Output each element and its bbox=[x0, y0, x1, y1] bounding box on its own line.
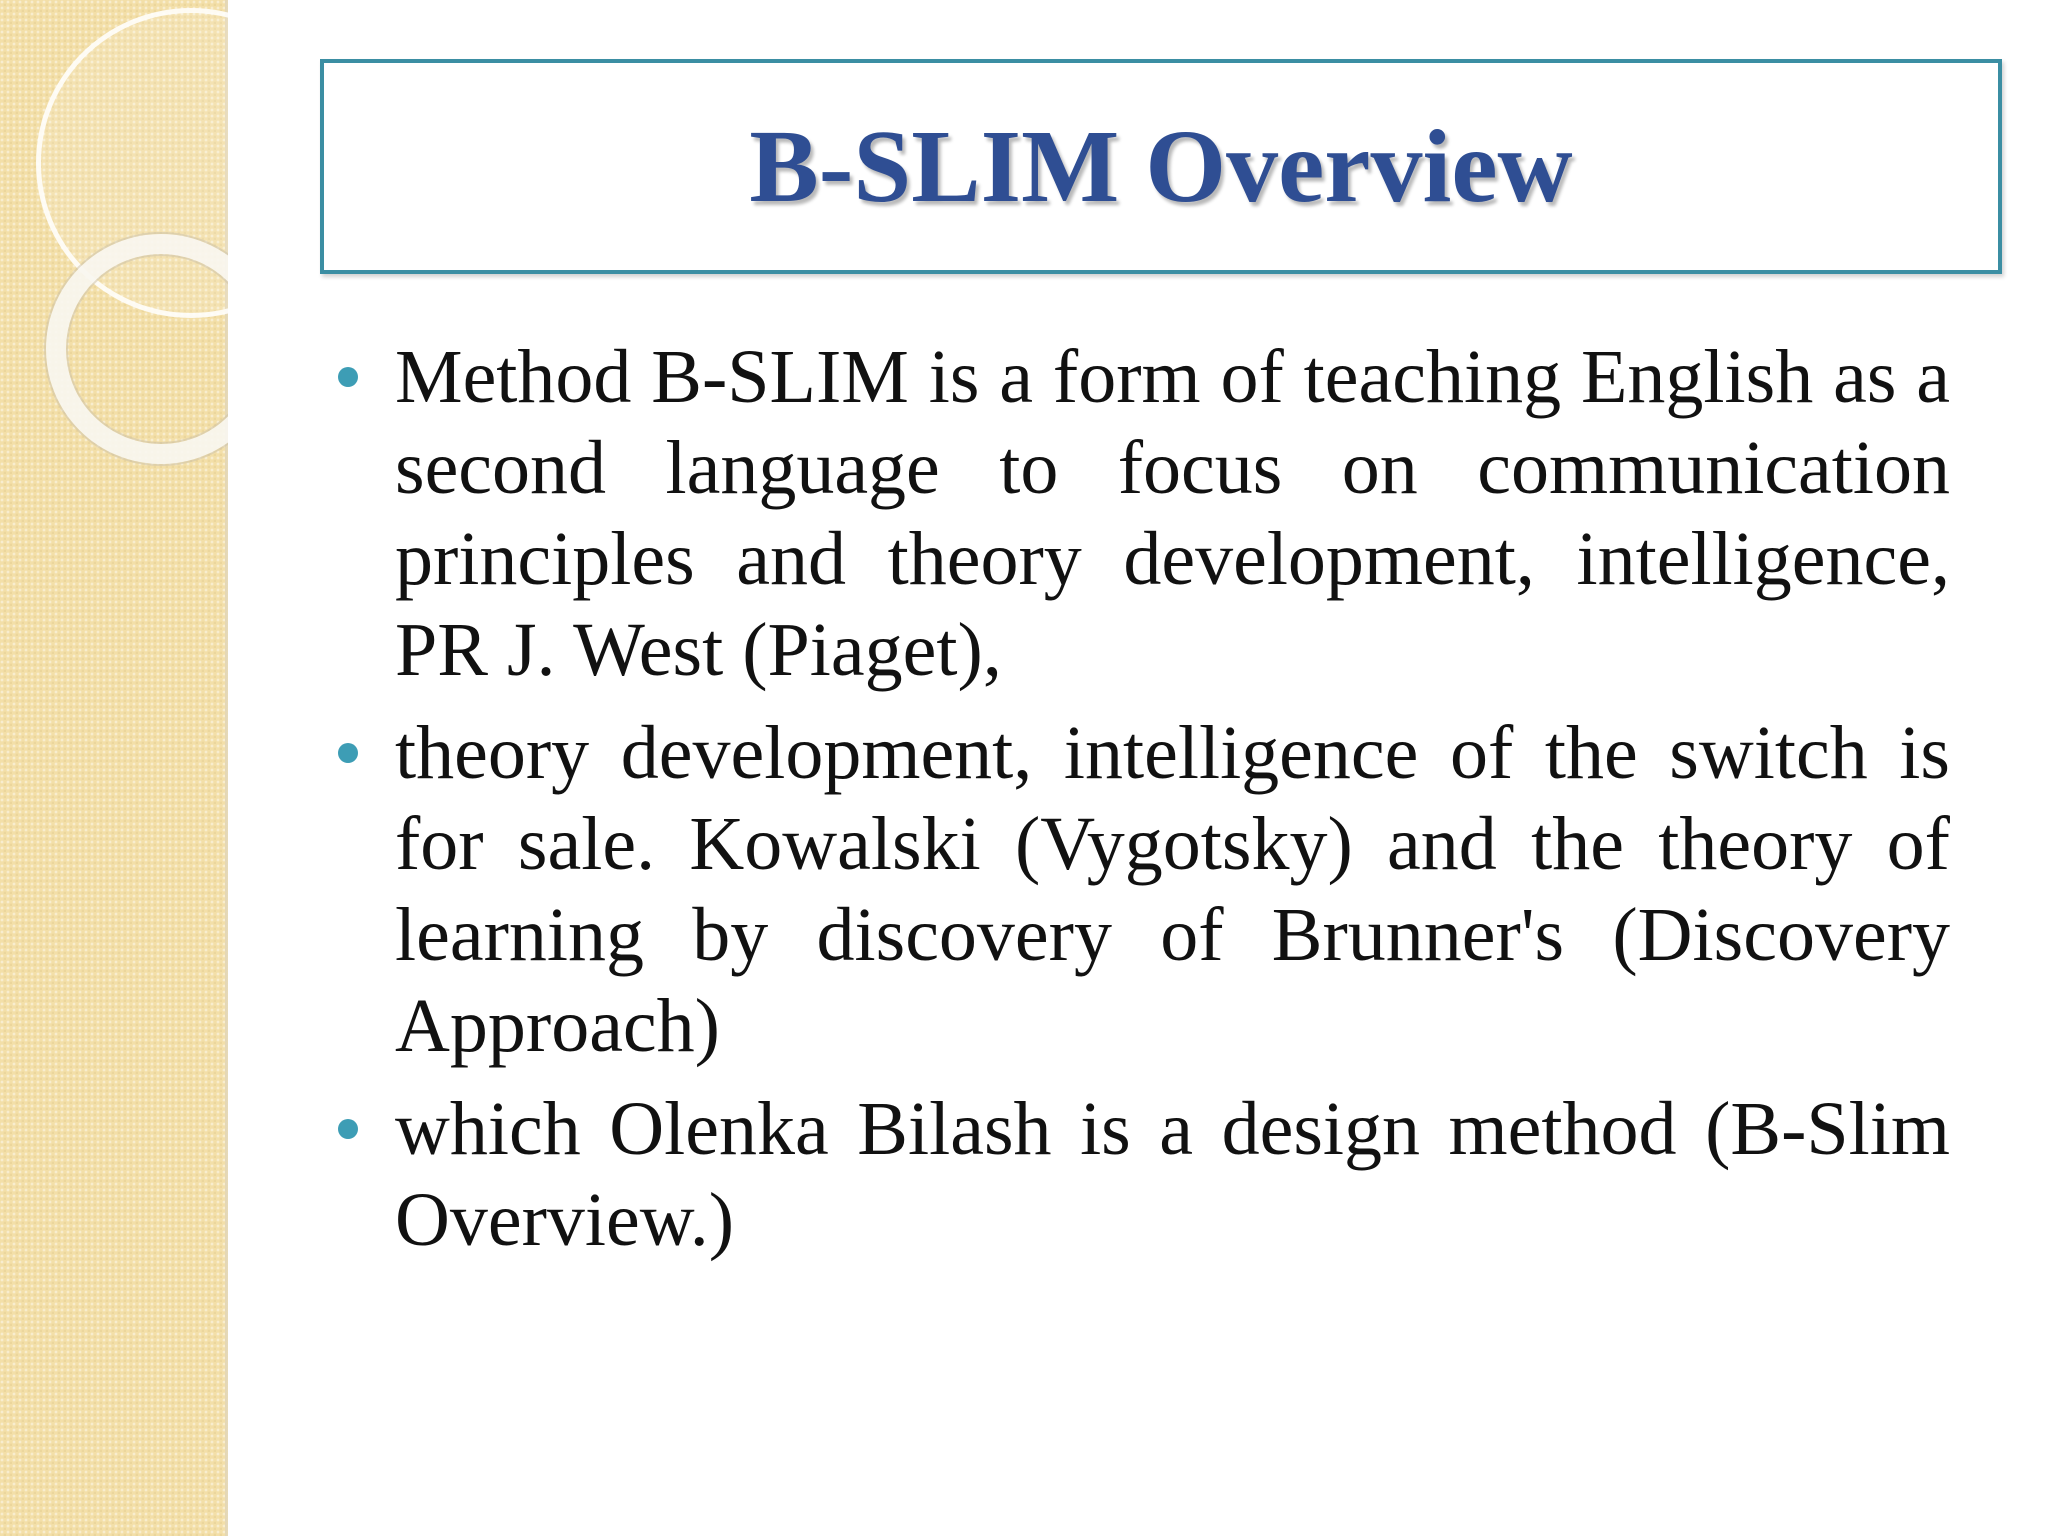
title-box bbox=[320, 59, 2002, 274]
decorative-side-band bbox=[0, 0, 228, 1536]
bullet-text: Method B-SLIM is a form of teaching English as a second language to focus on communication principles and theory development, intelligence, PR J. West (Piaget), bbox=[395, 335, 1950, 692]
bullet-list bbox=[330, 332, 1950, 1278]
bullet-item bbox=[330, 1084, 1950, 1266]
bullet-item bbox=[330, 332, 1950, 696]
bullet-text: theory development, intelligence of the switch is for sale. Kowalski (Vygotsky) and the theory of learning by discovery of Brunner's (Discovery Approach) bbox=[395, 711, 1950, 1068]
bullet-text: which Olenka Bilash is a design method (B-Slim Overview.) bbox=[395, 1087, 1950, 1262]
bullet-dot-icon bbox=[338, 367, 358, 387]
bullet-dot-icon bbox=[338, 1119, 358, 1139]
bullet-item bbox=[330, 708, 1950, 1072]
bullet-dot-icon bbox=[338, 743, 358, 763]
slide-title: B-SLIM Overview bbox=[749, 108, 1573, 224]
